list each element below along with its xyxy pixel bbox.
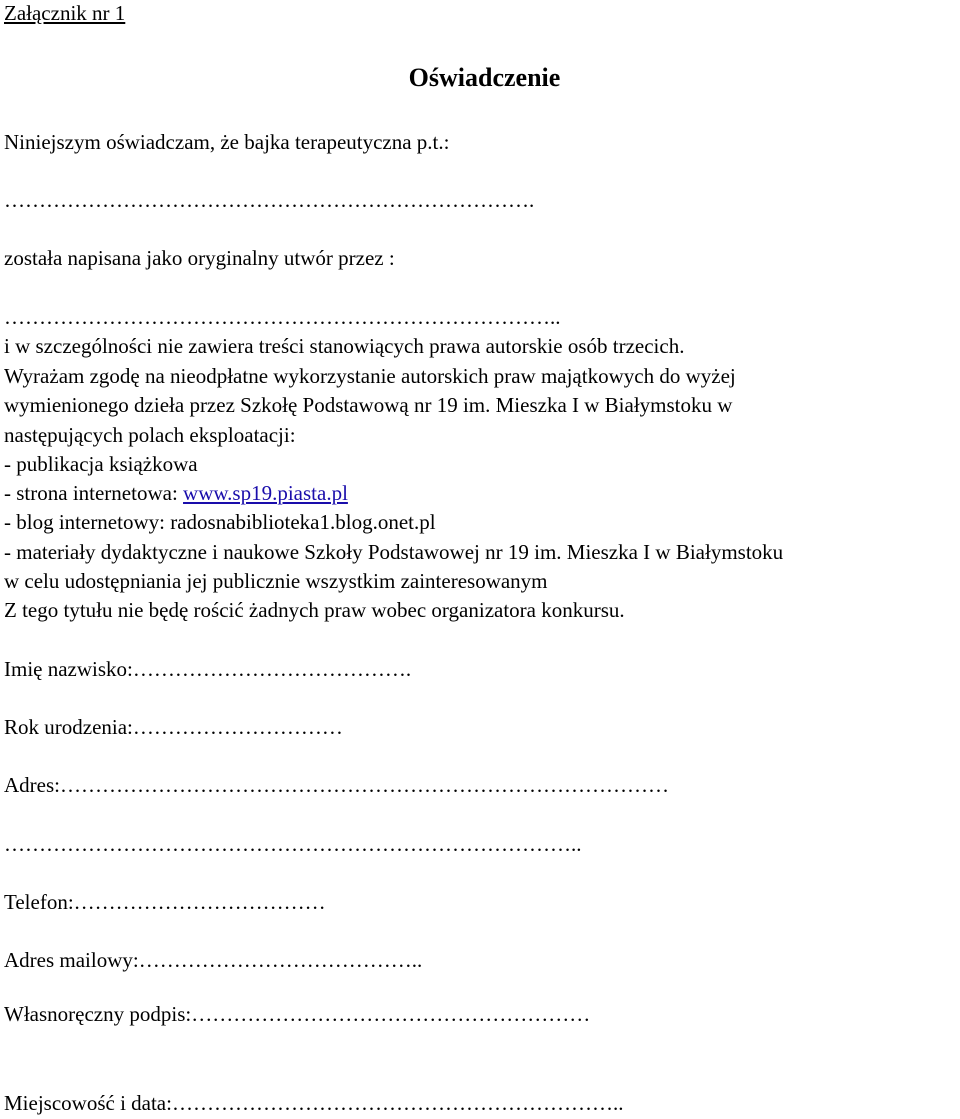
signature-label: Własnoręczny podpis: bbox=[4, 1002, 192, 1026]
intro-text: Niniejszym oświadczam, że bajka terapeutyczna p.t.: bbox=[4, 130, 450, 154]
list-item-blog: - blog internetowy: radosnabiblioteka1.blog.onet.pl bbox=[4, 510, 436, 534]
body-line-5: w celu udostępniania jej publicznie wszystkim zainteresowanym bbox=[4, 569, 548, 593]
email-label: Adres mailowy: bbox=[4, 948, 139, 972]
phone-dots: ……………………………… bbox=[73, 890, 326, 914]
body-line-2: Wyrażam zgodę na nieodpłatne wykorzystanie autorskich praw majątkowych do wyżej bbox=[4, 364, 736, 388]
address-dots: …………………………………………………………………………… bbox=[60, 773, 669, 797]
name-label: Imię nazwisko: bbox=[4, 657, 133, 681]
phone-field bbox=[4, 889, 326, 915]
list-item-materials: - materiały dydaktyczne i naukowe Szkoły Podstawowej nr 19 im. Mieszka I w Białymstoku bbox=[4, 540, 784, 564]
website-link[interactable]: www.sp19.piasta.pl bbox=[183, 481, 348, 505]
signature-dots: ………………………………………………… bbox=[191, 1002, 591, 1026]
list-item-book: - publikacja książkowa bbox=[4, 452, 198, 476]
attachment-header: Załącznik nr 1 bbox=[4, 1, 126, 25]
fairy-tale-title-dots: …………………………………………………………………. bbox=[4, 188, 535, 212]
place-date-field bbox=[4, 1090, 623, 1116]
address-second-line: ……………………………………………………………………….. bbox=[4, 832, 582, 856]
birth-year-label: Rok urodzenia: bbox=[4, 715, 133, 739]
email-field bbox=[4, 947, 422, 973]
body-line-1: i w szczególności nie zawiera treści stanowiących prawa autorskie osób trzecich. bbox=[4, 334, 685, 358]
signature-field bbox=[4, 1001, 590, 1027]
email-dots: ………………………………….. bbox=[138, 948, 423, 972]
address-field bbox=[4, 772, 669, 798]
body-line-4: następujących polach eksploatacji: bbox=[4, 423, 296, 447]
author-dots: …………………………………………………………………….. bbox=[4, 305, 561, 329]
birth-year-field bbox=[4, 714, 343, 740]
name-field bbox=[4, 656, 411, 682]
address-label: Adres: bbox=[4, 773, 60, 797]
authored-by-text: została napisana jako oryginalny utwór przez : bbox=[4, 246, 395, 270]
name-dots: …………………………………. bbox=[132, 657, 412, 681]
list-item-website bbox=[4, 480, 348, 506]
place-date-dots: ……………………………………………………….. bbox=[171, 1091, 624, 1115]
place-date-label: Miejscowość i data: bbox=[4, 1091, 172, 1115]
body-line-6: Z tego tytułu nie będę rościć żadnych praw wobec organizatora konkursu. bbox=[4, 598, 625, 622]
body-line-3: wymienionego dzieła przez Szkołę Podstawową nr 19 im. Mieszka I w Białymstoku w bbox=[4, 393, 733, 417]
document-title: Oświadczenie bbox=[408, 63, 561, 92]
phone-label: Telefon: bbox=[4, 890, 74, 914]
birth-year-dots: ………………………… bbox=[132, 715, 343, 739]
website-label: - strona internetowa: bbox=[4, 481, 184, 505]
